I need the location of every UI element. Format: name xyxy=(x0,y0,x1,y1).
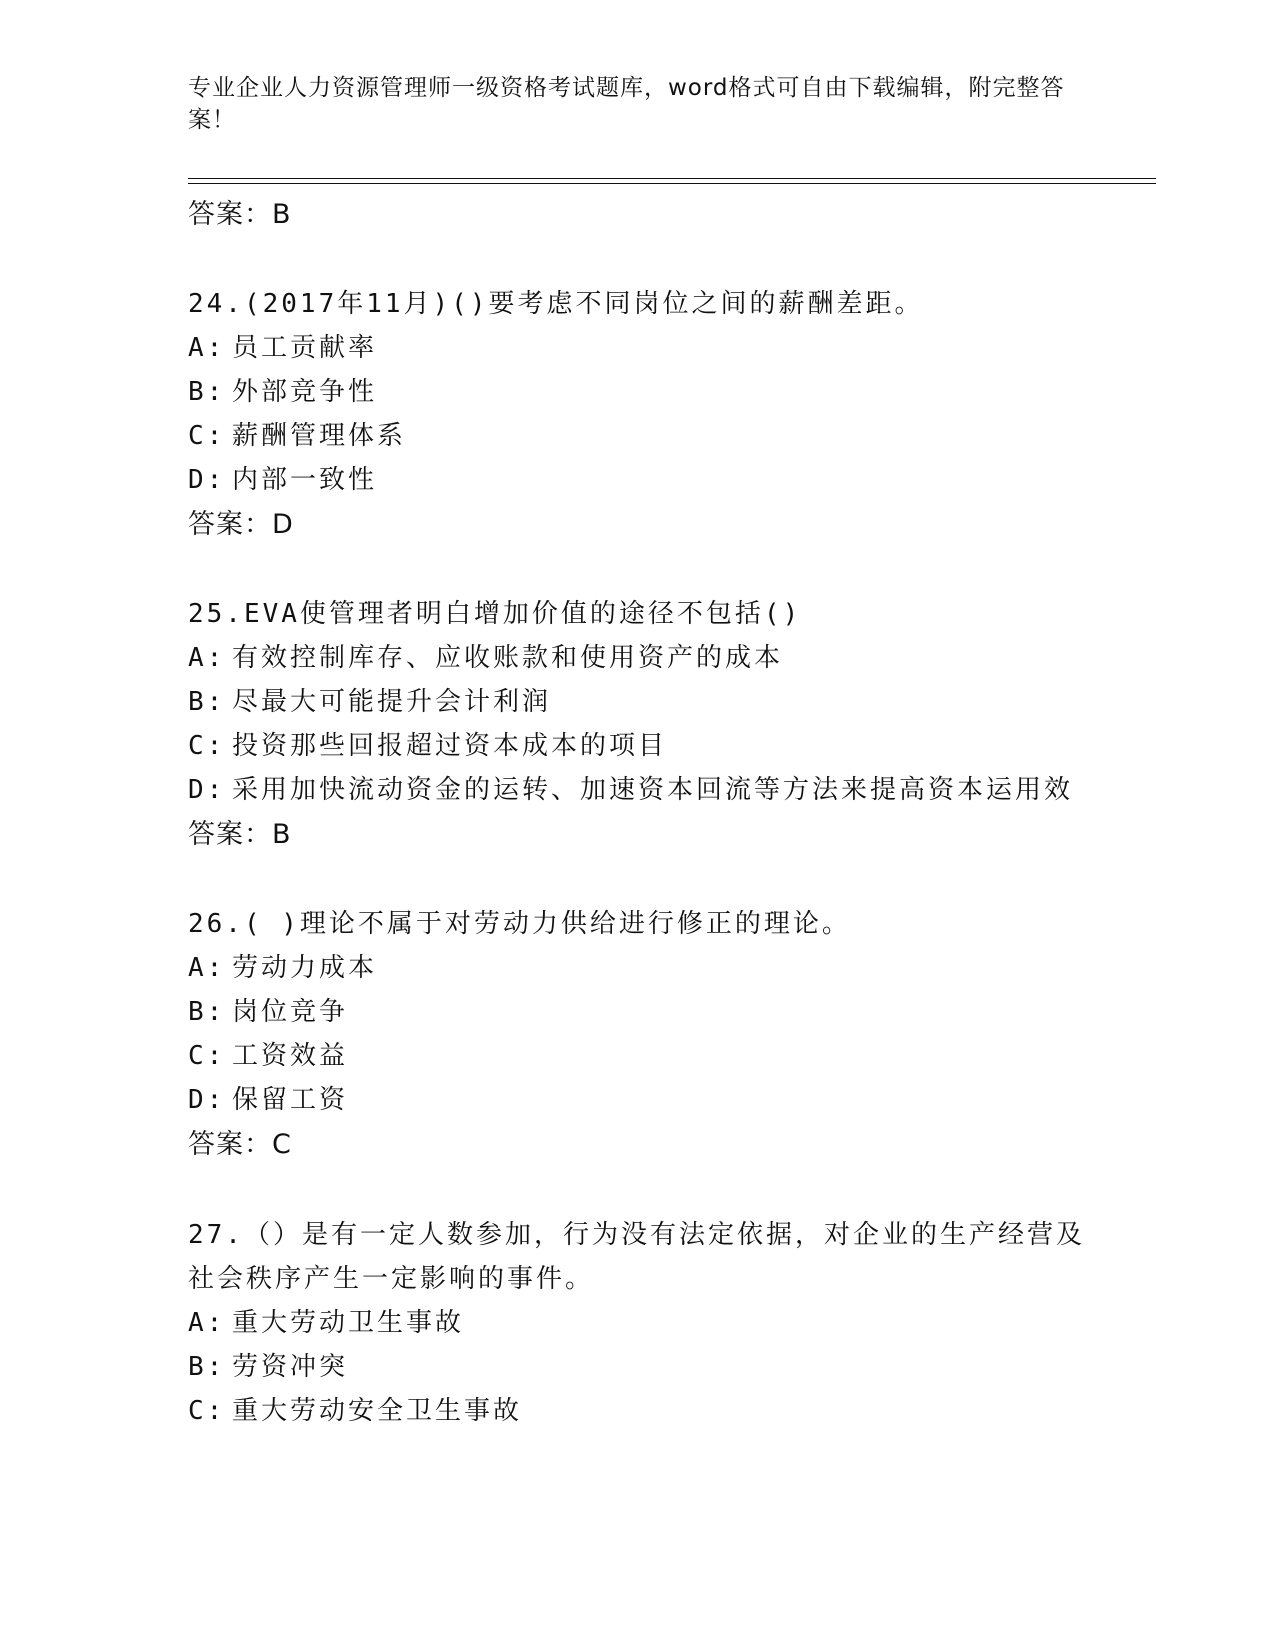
question-25-option-d: D: 采用加快流动资金的运转、加速资本回流等方法来提高资本运用效 xyxy=(188,775,1074,805)
question-24-option-c: C: 薪酬管理体系 xyxy=(188,421,407,451)
question-27-text-line-1: 27.（）是有一定人数参加，行为没有法定依据，对企业的生产经营及 xyxy=(188,1220,1085,1250)
question-24-option-d: D: 内部一致性 xyxy=(188,465,378,495)
question-26-option-c: C: 工资效益 xyxy=(188,1041,349,1071)
question-25-answer: 答案：B xyxy=(188,819,292,850)
question-25-text: 25.EVA使管理者明白增加价值的途径不包括() xyxy=(188,599,802,629)
question-26-option-d: D: 保留工资 xyxy=(188,1085,349,1115)
document-header: 专业企业人力资源管理师一级资格考试题库，word格式可自由下载编辑，附完整答案！ xyxy=(188,75,1065,133)
question-27-option-b: B: 劳资冲突 xyxy=(188,1352,349,1382)
question-26-answer: 答案：C xyxy=(188,1129,292,1160)
question-25-option-c: C: 投资那些回报超过资本成本的项目 xyxy=(188,731,668,761)
previous-answer: 答案：B xyxy=(188,199,292,230)
question-27-option-c: C: 重大劳动安全卫生事故 xyxy=(188,1396,523,1426)
question-24-option-a: A: 员工贡献率 xyxy=(188,333,378,363)
question-24-answer: 答案：D xyxy=(188,509,294,540)
question-25-option-b: B: 尽最大可能提升会计利润 xyxy=(188,687,552,717)
question-24-text: 24.(2017年11月)()要考虑不同岗位之间的薪酬差距。 xyxy=(188,289,924,319)
question-24-option-b: B: 外部竞争性 xyxy=(188,377,378,407)
header-divider-top xyxy=(188,178,1156,179)
question-26-option-b: B: 岗位竞争 xyxy=(188,997,349,1027)
question-27-option-a: A: 重大劳动卫生事故 xyxy=(188,1308,465,1338)
question-26-option-a: A: 劳动力成本 xyxy=(188,953,378,983)
question-27-text-line-2: 社会秩序产生一定影响的事件。 xyxy=(188,1264,595,1294)
question-25-option-a: A: 有效控制库存、应收账款和使用资产的成本 xyxy=(188,643,784,673)
question-26-text: 26.( )理论不属于对劳动力供给进行修正的理论。 xyxy=(188,909,851,939)
header-divider-bottom xyxy=(188,183,1156,184)
